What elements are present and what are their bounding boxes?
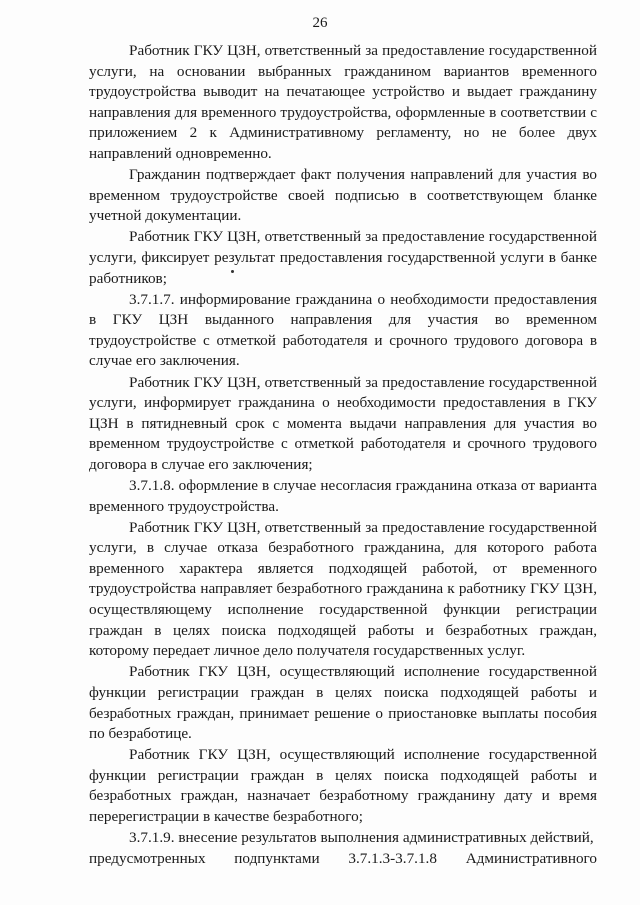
document-body <box>89 41 597 869</box>
word: предусмотренных <box>89 849 206 867</box>
paragraph-10-line-1: 3.7.1.9. внесение результатов выполнения административных действий, <box>129 829 594 847</box>
paragraph-6: 3.7.1.8. оформление в случае несогласия гражданина отказа от варианта временного трудоустройства. <box>89 476 597 515</box>
paragraph-4: 3.7.1.7. информирование гражданина о необходимости предоставления в ГКУ ЦЗН выданного направления для участия во временном трудоустройстве с отметкой работодателя и срочного трудового договора в случае его заключения. <box>89 290 597 370</box>
paragraph-2: Гражданин подтверждает факт получения направлений для участия во временном трудоустройстве своей подписью в соответствующем бланке учетной документации. <box>89 166 597 225</box>
paragraph-8: Работник ГКУ ЦЗН, осуществляющий исполнение государственной функции регистрации граждан в целях поиска подходящей работы и безработных граждан, принимает решение о приостановке выплаты пособия по безработице. <box>89 663 597 743</box>
paragraph-5: Работник ГКУ ЦЗН, ответственный за предоставление государственной услуги, информирует гражданина о необходимости предоставления в ГКУ ЦЗН в пятидневный срок с момента выдачи направления для участия во временном трудоустройстве с отметкой работодателя и срочного трудового договора в случае его заключения; <box>89 373 597 473</box>
paragraph-10 <box>89 828 597 869</box>
paragraph-7: Работник ГКУ ЦЗН, ответственный за предоставление государственной услуги, в случае отказа безработного гражданина, для которого работа временного характера является подходящей работой, от временного трудоустройства направляет безработного гражданина к работнику ГКУ ЦЗН, осуществляющему исполнение государственной функции регистрации граждан в целях поиска подходящей работы и безработных граждан, которому передает личное дело получателя государственных услуг. <box>89 518 597 660</box>
word: Административного <box>465 849 597 867</box>
paragraph-3: Работник ГКУ ЦЗН, ответственный за предоставление государственной услуги, фиксирует результат предоставления государственной услуги в банке работников; <box>89 228 597 287</box>
word: 3.7.1.3-3.7.1.8 <box>348 849 437 867</box>
word: подпунктами <box>234 849 320 867</box>
page-number: 26 <box>312 15 328 31</box>
paragraph-9: Работник ГКУ ЦЗН, осуществляющий исполнение государственной функции регистрации граждан в целях поиска подходящей работы и безработных граждан, назначает безработному гражданину дату и время перерегистрации в качестве безработного; <box>89 746 597 825</box>
paragraph-1: Работник ГКУ ЦЗН, ответственный за предоставление государственной услуги, на основании выбранных гражданином вариантов временного трудоустройства выводит на печатающее устройство и выдает гражданину направления для временного трудоустройства, оформленные в соответствии с приложением 2 к Административному регламенту, но не более двух направлений одновременно. <box>89 42 597 162</box>
paragraph-10-line-2 <box>89 849 597 870</box>
